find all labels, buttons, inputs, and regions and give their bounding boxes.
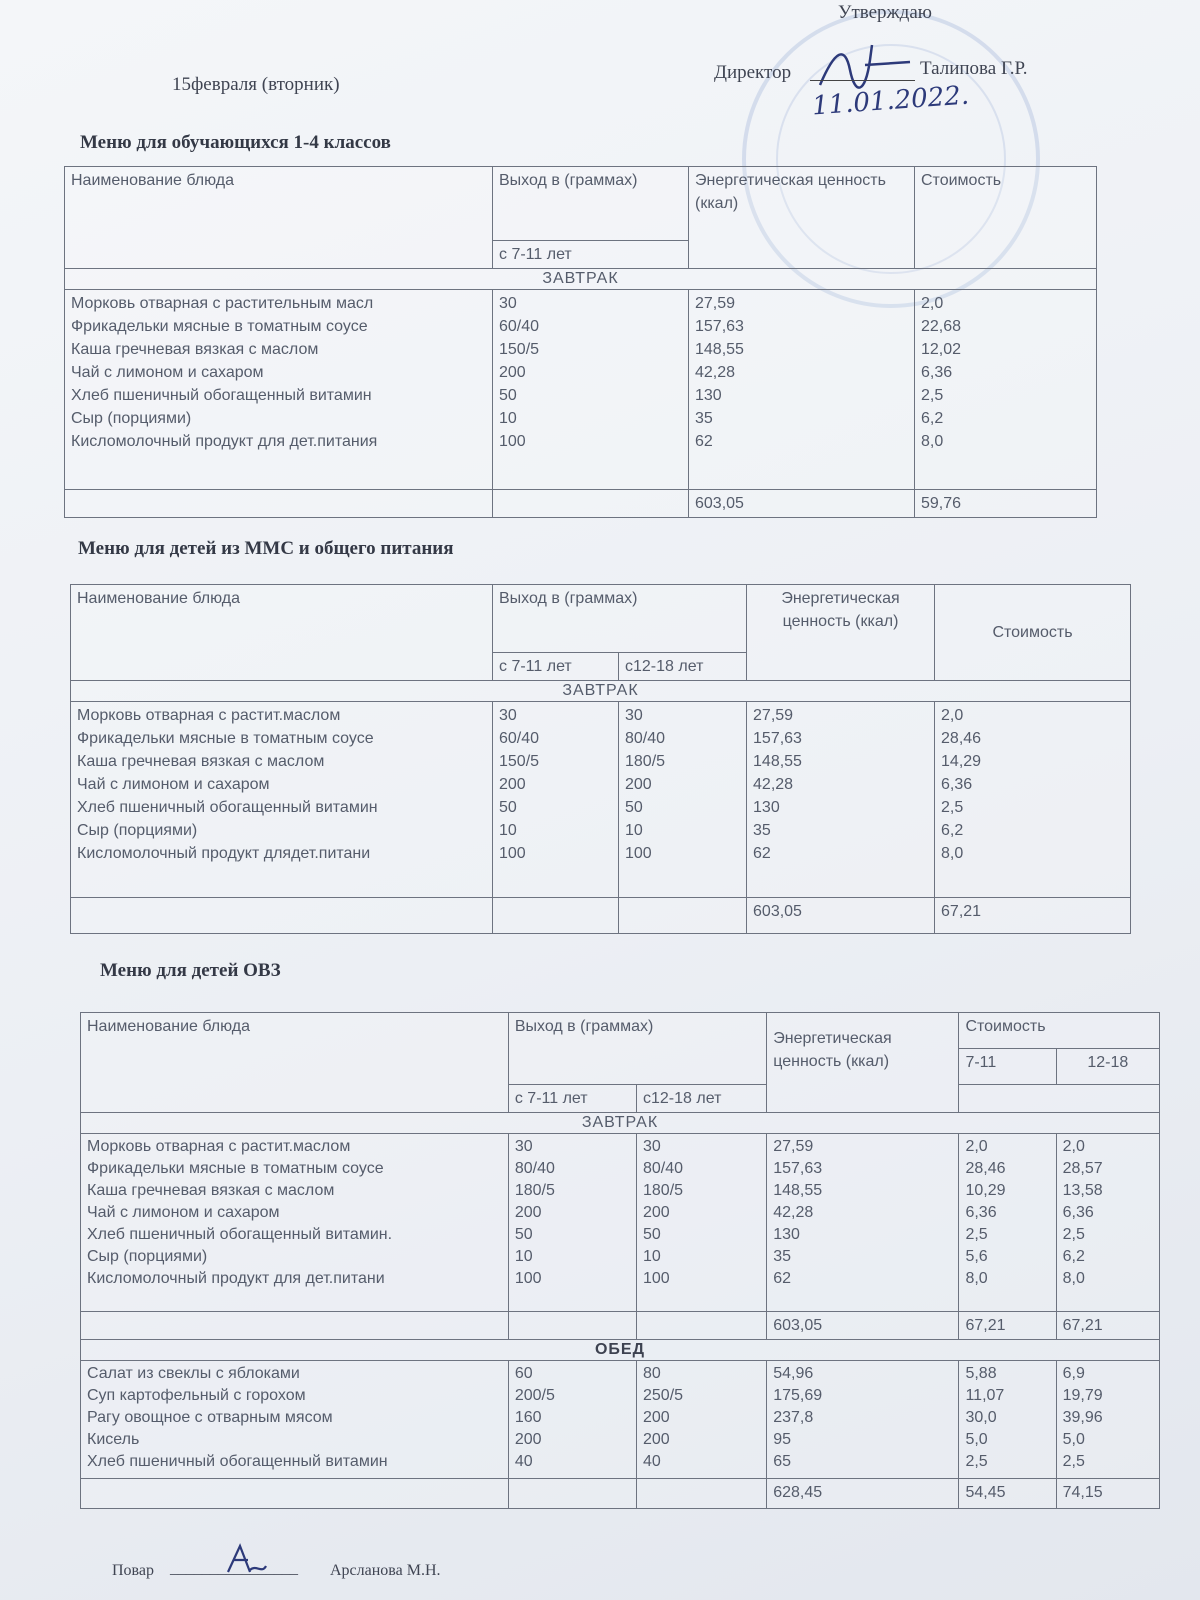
age-group-7-11: с 7-11 лет [508, 1085, 636, 1113]
list-item: Кисломолочный продукт для дет.питания [71, 433, 378, 450]
breakfast-total-cost-12-18: 67,21 [1056, 1312, 1159, 1340]
total-cost: 67,21 [935, 898, 1131, 934]
list-item: 180/5 [643, 1182, 684, 1199]
list-item: Чай с лимоном и сахаром [71, 364, 264, 381]
list-item: Хлеб пшеничный обогащенный витамин [77, 799, 378, 816]
yield-column [493, 290, 689, 490]
list-item: Кисломолочный продукт длядет.питани [77, 845, 371, 862]
list-item: 14,29 [941, 753, 982, 770]
list-item: 27,59 [773, 1138, 814, 1155]
list-item: 42,28 [753, 776, 794, 793]
list-item: 40 [643, 1453, 661, 1470]
list-item: Суп картофельный с горохом [87, 1387, 306, 1404]
list-item: Кисломолочный продукт для дет.питани [87, 1270, 385, 1287]
cost-column [935, 702, 1131, 898]
list-item: 200 [499, 776, 526, 793]
lunch-cost-12-18-column [1056, 1361, 1159, 1479]
age-group-12-18: с12-18 лет [637, 1085, 767, 1113]
list-item: 65 [773, 1453, 792, 1470]
list-item: 5,6 [965, 1248, 988, 1265]
list-item: Чай с лимоном и сахаром [87, 1204, 280, 1221]
list-item: 130 [753, 799, 780, 816]
list-item: 130 [773, 1226, 800, 1243]
list-item: 130 [695, 387, 722, 404]
col-dish-name-header: Наименование блюда [71, 585, 493, 681]
list-item: 80 [643, 1365, 661, 1382]
director-name: Талипова Г.Р. [920, 58, 1028, 79]
list-item: 2,5 [921, 387, 944, 404]
table2-title: Меню для детей из ММС и общего питания [78, 538, 454, 559]
cost-age-12-18: 12-18 [1056, 1049, 1159, 1085]
list-item: 250/5 [643, 1387, 684, 1404]
menu-table-mms [70, 584, 1131, 934]
list-item: 148,55 [695, 341, 744, 358]
list-item: Чай с лимоном и сахаром [77, 776, 270, 793]
cost-column [915, 290, 1097, 490]
col-cost-header: Стоимость [959, 1013, 1160, 1049]
section-breakfast: ЗАВТРАК [65, 269, 1097, 290]
list-item: Сыр (порциями) [71, 410, 192, 427]
lunch-dish-names-column [81, 1361, 509, 1479]
list-item: 60 [514, 1365, 533, 1382]
list-item: 54,96 [773, 1365, 814, 1382]
dish-names-column [71, 702, 493, 898]
list-item: 10 [499, 410, 517, 427]
list-item: 200 [643, 1409, 670, 1426]
list-item: 2,0 [1062, 1138, 1085, 1155]
list-item: Морковь отварная с растительным масл [71, 295, 374, 312]
list-item: 8,0 [921, 433, 944, 450]
cook-name: Арсланова М.Н. [330, 1562, 441, 1579]
list-item: 30 [625, 707, 643, 724]
list-item: 2,5 [1062, 1226, 1085, 1243]
breakfast-total-energy: 603,05 [767, 1312, 959, 1340]
list-item: 60/40 [499, 730, 540, 747]
list-item: 60/40 [499, 318, 540, 335]
list-item: 11,07 [965, 1387, 1005, 1404]
list-item: 8,0 [1062, 1270, 1085, 1287]
list-item: 22,68 [921, 318, 962, 335]
col-dish-name-header: Наименование блюда [65, 167, 493, 269]
col-energy-header: Энергетическая ценность (ккал) [747, 585, 935, 681]
list-item: Морковь отварная с растит.маслом [87, 1138, 351, 1155]
list-item: 12,02 [921, 341, 962, 358]
list-item: 100 [499, 433, 526, 450]
list-item: 157,63 [695, 318, 744, 335]
list-item: 2,5 [941, 799, 964, 816]
list-item: 200 [625, 776, 652, 793]
list-item: 62 [695, 433, 713, 450]
list-item: 8,0 [965, 1270, 988, 1287]
breakfast-yield-12-18-column [637, 1134, 767, 1312]
list-item: 30 [499, 707, 517, 724]
list-item: 62 [753, 845, 771, 862]
list-item: Каша гречневая вязкая с маслом [87, 1182, 335, 1199]
list-item: 6,9 [1062, 1365, 1085, 1382]
list-item: 80/40 [625, 730, 666, 747]
lunch-yield-12-18-column [637, 1361, 767, 1479]
lunch-total-cost-12-18: 74,15 [1056, 1479, 1159, 1509]
list-item: 19,79 [1062, 1387, 1103, 1404]
energy-column [689, 290, 915, 490]
list-item: 2,5 [965, 1226, 988, 1243]
breakfast-cost-12-18-column [1056, 1134, 1159, 1312]
list-item: 27,59 [753, 707, 794, 724]
list-item: 50 [625, 799, 643, 816]
list-item: 28,57 [1062, 1160, 1103, 1177]
list-item: 2,0 [965, 1138, 988, 1155]
list-item: Фрикадельки мясные в томатным соусе [87, 1160, 384, 1177]
list-item: Сыр (порциями) [77, 822, 198, 839]
lunch-cost-7-11-column [959, 1361, 1056, 1479]
list-item: 100 [625, 845, 652, 862]
list-item: 13,58 [1062, 1182, 1103, 1199]
director-sign-line [810, 80, 915, 81]
list-item: 157,63 [753, 730, 802, 747]
list-item: 2,0 [921, 295, 944, 312]
list-item: 27,59 [695, 295, 736, 312]
list-item: 5,0 [965, 1431, 988, 1448]
list-item: Кисель [87, 1431, 140, 1448]
list-item: 157,63 [773, 1160, 823, 1177]
list-item: 237,8 [773, 1409, 814, 1426]
list-item: 200 [499, 364, 526, 381]
list-item: 200/5 [514, 1387, 555, 1404]
table1-title: Меню для обучающихся 1-4 классов [80, 132, 391, 153]
approve-label: Утверждаю [838, 2, 932, 23]
lunch-energy-column [767, 1361, 959, 1479]
energy-column [747, 702, 935, 898]
list-item: 40 [514, 1453, 533, 1470]
list-item: 80/40 [643, 1160, 684, 1177]
list-item: 50 [499, 799, 517, 816]
list-item: Каша гречневая вязкая с маслом [77, 753, 325, 770]
section-breakfast: ЗАВТРАК [71, 681, 1131, 702]
breakfast-energy-column [767, 1134, 959, 1312]
list-item: 10 [625, 822, 643, 839]
yield-12-18-column [619, 702, 747, 898]
list-item: 2,5 [1062, 1453, 1085, 1470]
list-item: 42,28 [773, 1204, 814, 1221]
breakfast-dish-names-column [81, 1134, 509, 1312]
list-item: 200 [514, 1204, 542, 1221]
list-item: 200 [514, 1431, 542, 1448]
col-energy-header: Энергетическая ценность (ккал) [767, 1013, 959, 1113]
menu-date: 15февраля (вторник) [172, 74, 340, 95]
lunch-total-cost-7-11: 54,45 [959, 1479, 1056, 1509]
list-item: 180/5 [625, 753, 666, 770]
dish-names-column [65, 290, 493, 490]
list-item: 30 [499, 295, 517, 312]
list-item: Фрикадельки мясные в томатным соусе [77, 730, 374, 747]
list-item: 150/5 [499, 341, 540, 358]
list-item: 39,96 [1062, 1409, 1103, 1426]
sign-date: 11.01.2022. [811, 80, 970, 122]
breakfast-cost-7-11-column [959, 1134, 1056, 1312]
list-item: 6,2 [941, 822, 964, 839]
col-yield-header: Выход в (граммах) [493, 167, 689, 241]
list-item: 2,0 [941, 707, 964, 724]
breakfast-yield-7-11-column [508, 1134, 636, 1312]
list-item: 28,46 [941, 730, 982, 747]
list-item: 2,5 [965, 1453, 988, 1470]
col-yield-header: Выход в (граммах) [508, 1013, 766, 1085]
list-item: 6,36 [965, 1204, 997, 1221]
list-item: 95 [773, 1431, 792, 1448]
list-item: 30 [514, 1138, 533, 1155]
list-item: 200 [643, 1204, 670, 1221]
col-yield-header: Выход в (граммах) [493, 585, 747, 653]
menu-table-ovz [80, 1012, 1160, 1509]
list-item: 35 [753, 822, 771, 839]
total-energy: 603,05 [689, 490, 915, 518]
list-item: 6,36 [941, 776, 973, 793]
list-item: 6,2 [1062, 1248, 1085, 1265]
list-item: 10 [499, 822, 517, 839]
col-cost-header: Стоимость [935, 585, 1131, 681]
list-item: Хлеб пшеничный обогащенный витамин [71, 387, 372, 404]
list-item: 50 [499, 387, 517, 404]
menu-table-grades-1-4 [64, 166, 1097, 518]
list-item: 160 [514, 1409, 542, 1426]
director-label: Директор [714, 62, 792, 83]
list-item: 100 [643, 1270, 670, 1287]
list-item: Салат из свеклы с яблоками [87, 1365, 300, 1382]
list-item: 200 [643, 1431, 670, 1448]
list-item: Морковь отварная с растит.маслом [77, 707, 341, 724]
cost-age-7-11: 7-11 [959, 1049, 1056, 1085]
list-item: Сыр (порциями) [87, 1248, 208, 1265]
age-group-12-18: с12-18 лет [619, 653, 747, 681]
yield-7-11-column [493, 702, 619, 898]
age-group-header: с 7-11 лет [493, 241, 689, 269]
list-item: 148,55 [753, 753, 802, 770]
list-item: 62 [773, 1270, 792, 1287]
list-item: 10,29 [965, 1182, 1006, 1199]
list-item: 150/5 [499, 753, 540, 770]
list-item: 50 [643, 1226, 661, 1243]
list-item: 5,0 [1062, 1431, 1085, 1448]
total-cost: 59,76 [915, 490, 1097, 518]
list-item: Хлеб пшеничный обогащенный витамин [87, 1453, 388, 1470]
list-item: 80/40 [514, 1160, 555, 1177]
list-item: 42,28 [695, 364, 736, 381]
cook-label: Повар [112, 1562, 154, 1579]
list-item: 28,46 [965, 1160, 1006, 1177]
lunch-total-energy: 628,45 [767, 1479, 959, 1509]
list-item: 50 [514, 1226, 533, 1243]
cook-signature [220, 1540, 270, 1580]
list-item: 35 [773, 1248, 792, 1265]
list-item: 6,2 [921, 410, 944, 427]
list-item: 100 [514, 1270, 542, 1287]
col-cost-header: Стоимость [915, 167, 1097, 269]
list-item: 35 [695, 410, 713, 427]
total-energy: 603,05 [747, 898, 935, 934]
list-item: Хлеб пшеничный обогащенный витамин. [87, 1226, 393, 1243]
list-item: 5,88 [965, 1365, 997, 1382]
col-dish-name-header: Наименование блюда [81, 1013, 509, 1113]
list-item: 180/5 [514, 1182, 555, 1199]
list-item: 30,0 [965, 1409, 997, 1426]
section-lunch: ОБЕД [81, 1340, 1160, 1361]
col-energy-header: Энергетическая ценность (ккал) [689, 167, 915, 269]
table3-title: Меню для детей ОВЗ [100, 960, 281, 981]
list-item: 8,0 [941, 845, 964, 862]
section-breakfast: ЗАВТРАК [81, 1113, 1160, 1134]
list-item: Рагу овощное с отварным мясом [87, 1409, 333, 1426]
lunch-yield-7-11-column [508, 1361, 636, 1479]
list-item: 10 [514, 1248, 533, 1265]
list-item: 175,69 [773, 1387, 823, 1404]
list-item: 6,36 [1062, 1204, 1094, 1221]
list-item: 6,36 [921, 364, 953, 381]
list-item: Каша гречневая вязкая с маслом [71, 341, 319, 358]
age-group-7-11: с 7-11 лет [493, 653, 619, 681]
breakfast-total-cost-7-11: 67,21 [959, 1312, 1056, 1340]
list-item: Фрикадельки мясные в томатным соусе [71, 318, 368, 335]
cook-sign-line: ________________ [170, 1560, 298, 1577]
list-item: 10 [643, 1248, 661, 1265]
list-item: 30 [643, 1138, 661, 1155]
list-item: 100 [499, 845, 526, 862]
list-item: 148,55 [773, 1182, 823, 1199]
